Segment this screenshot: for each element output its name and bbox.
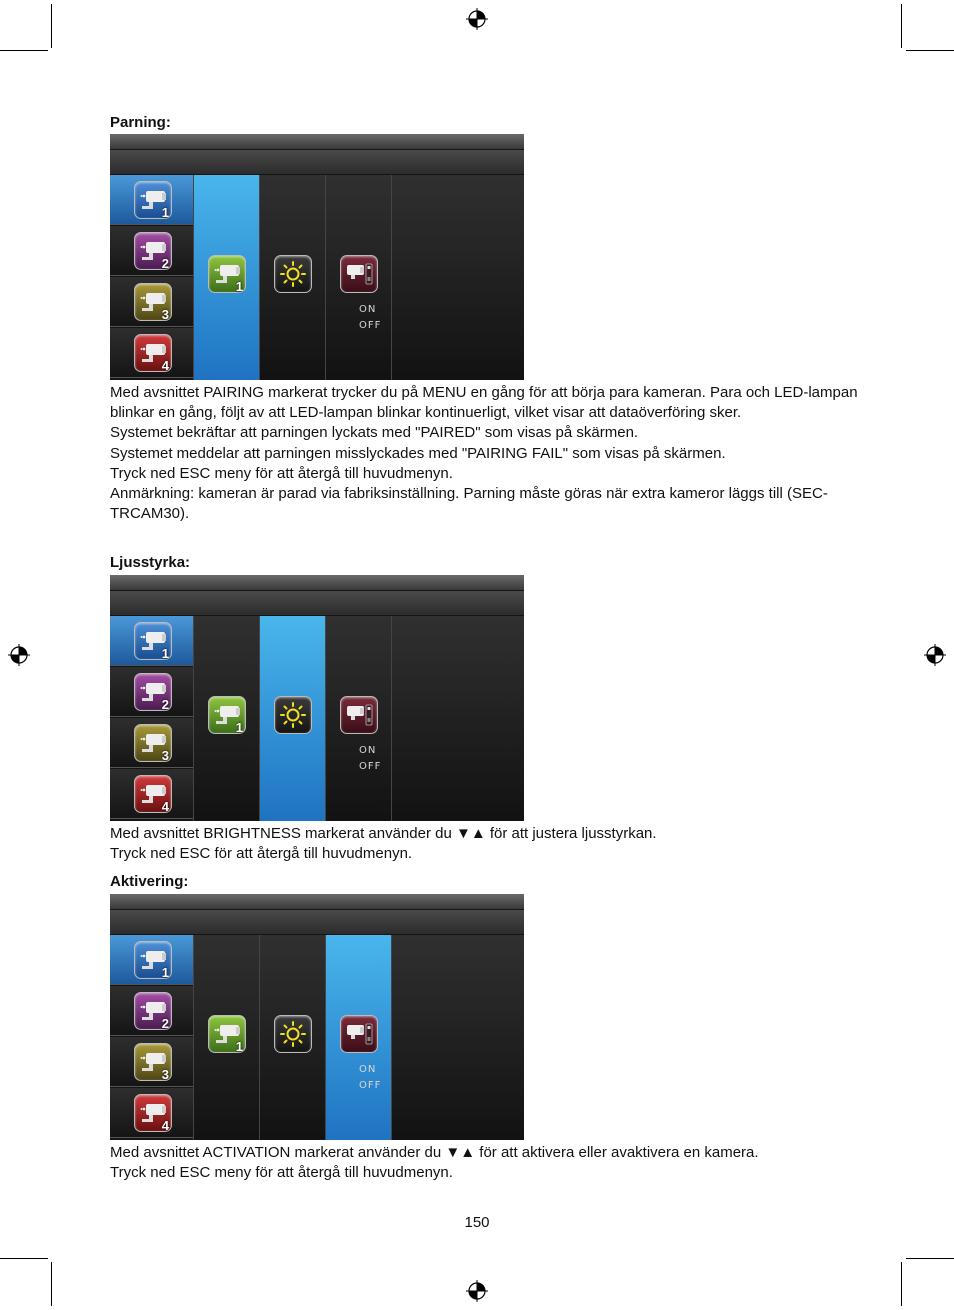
camera-list (110, 935, 193, 1140)
page-number: 150 (464, 1214, 490, 1231)
camera-item-1[interactable] (110, 175, 193, 225)
pair-camera-number: 1 (235, 279, 243, 294)
pair-camera-icon[interactable] (208, 1015, 246, 1053)
crop-mark (906, 50, 954, 51)
camera-item-2[interactable] (110, 986, 193, 1036)
camera-number: 4 (161, 799, 169, 814)
camera-item-1[interactable] (110, 616, 193, 666)
camera-number: 1 (161, 205, 169, 220)
pair-camera-number: 1 (235, 1039, 243, 1054)
empty-column (391, 175, 524, 380)
camera-item-4[interactable] (110, 328, 193, 378)
on-label: ON (359, 304, 377, 315)
crop-mark (51, 4, 52, 48)
section-heading-brightness: Ljusstyrka: (110, 554, 191, 571)
crop-mark (906, 1258, 954, 1259)
on-label: ON (359, 745, 377, 756)
paragraph: Tryck ned ESC meny för att återgå till huvudmenyn. (110, 1164, 453, 1182)
registration-mark-icon (466, 1280, 488, 1302)
crop-mark (0, 50, 48, 51)
crop-mark (0, 1258, 48, 1259)
on-off-labels (359, 743, 381, 775)
menu-screen-activation (110, 894, 524, 1140)
camera-number: 1 (161, 965, 169, 980)
pair-camera-icon[interactable] (208, 696, 246, 734)
crop-mark (901, 1262, 902, 1306)
registration-mark-icon (924, 644, 946, 666)
screen-title-bar (110, 591, 524, 615)
paragraph: Med avsnittet BRIGHTNESS markerat använder du ▼▲ för att justera ljusstyrkan. (110, 825, 657, 842)
on-off-labels (359, 1062, 381, 1094)
screen-top-bar (110, 134, 524, 149)
camera-item-4[interactable] (110, 1088, 193, 1138)
paragraph: Med avsnittet PAIRING markerat trycker du på MENU en gång för att börja para kameran. Para och LED-lampan blinkar en gång, följt av att LED-lampan blinkar kontinuerligt, vilket visar att dataöverföring sker. (110, 384, 858, 422)
paragraph: Tryck ned ESC meny för att återgå till huvudmenyn. (110, 464, 453, 482)
screen-top-bar (110, 894, 524, 909)
sun-brightness-icon[interactable] (274, 255, 312, 293)
camera-icon (134, 724, 172, 762)
paragraph: Tryck ned ESC för att återgå till huvudmenyn. (110, 845, 413, 863)
camera-item-3[interactable] (110, 718, 193, 768)
off-label: OFF (359, 320, 382, 331)
crop-mark (51, 1262, 52, 1306)
camera-icon (134, 992, 172, 1030)
camera-item-4[interactable] (110, 769, 193, 819)
camera-icon (134, 673, 172, 711)
camera-list (110, 175, 193, 380)
camera-item-1[interactable] (110, 935, 193, 985)
crop-mark (901, 4, 902, 48)
sun-brightness-icon[interactable] (274, 696, 312, 734)
section-heading-activation: Aktivering: (110, 873, 189, 890)
screen-top-bar (110, 575, 524, 590)
registration-mark-icon (466, 8, 488, 30)
camera-icon (134, 181, 172, 219)
camera-number: 3 (161, 1067, 169, 1082)
menu-screen-brightness (110, 575, 524, 821)
section-heading-pairing: Parning: (110, 114, 171, 131)
paragraph: Systemet bekräftar att parningen lyckats med "PAIRED" som visas på skärmen. (110, 424, 639, 442)
camera-item-2[interactable] (110, 226, 193, 276)
empty-column (391, 616, 524, 821)
paragraph: Anmärkning: kameran är parad via fabriksinställning. Parning måste göras när extra kameror läggs till (SEC-TRCAM30). (110, 485, 828, 523)
camera-number: 3 (161, 307, 169, 322)
camera-number: 3 (161, 748, 169, 763)
section-text-activation (110, 1143, 870, 1183)
camera-activation-icon[interactable] (340, 1015, 378, 1053)
camera-number: 2 (161, 1016, 169, 1031)
camera-icon (134, 334, 172, 372)
camera-icon (134, 1094, 172, 1132)
on-off-labels (359, 302, 381, 334)
screen-title-bar (110, 150, 524, 174)
paragraph: Systemet meddelar att parningen misslyckades med "PAIRING FAIL" som visas på skärmen. (110, 444, 726, 462)
off-label: OFF (359, 1080, 382, 1091)
camera-number: 2 (161, 697, 169, 712)
camera-icon (134, 1043, 172, 1081)
menu-screen-pairing (110, 134, 524, 380)
on-label: ON (359, 1064, 377, 1075)
camera-item-3[interactable] (110, 277, 193, 327)
camera-activation-icon[interactable] (340, 696, 378, 734)
section-text-brightness (110, 824, 870, 864)
camera-icon (134, 941, 172, 979)
camera-item-3[interactable] (110, 1037, 193, 1087)
camera-icon (134, 775, 172, 813)
empty-column (391, 935, 524, 1140)
camera-number: 1 (161, 646, 169, 661)
off-label: OFF (359, 761, 382, 772)
camera-activation-icon[interactable] (340, 255, 378, 293)
camera-icon (134, 283, 172, 321)
screen-title-bar (110, 910, 524, 934)
camera-list (110, 616, 193, 821)
registration-mark-icon (8, 644, 30, 666)
camera-icon (134, 232, 172, 270)
paragraph: Med avsnittet ACTIVATION markerat använder du ▼▲ för att aktivera eller avaktivera en kamera. (110, 1144, 759, 1161)
sun-brightness-icon[interactable] (274, 1015, 312, 1053)
camera-item-2[interactable] (110, 667, 193, 717)
section-text-pairing (110, 383, 870, 524)
camera-number: 2 (161, 256, 169, 271)
camera-number: 4 (161, 1118, 169, 1133)
pair-camera-number: 1 (235, 720, 243, 735)
pair-camera-icon[interactable] (208, 255, 246, 293)
camera-icon (134, 622, 172, 660)
camera-number: 4 (161, 358, 169, 373)
